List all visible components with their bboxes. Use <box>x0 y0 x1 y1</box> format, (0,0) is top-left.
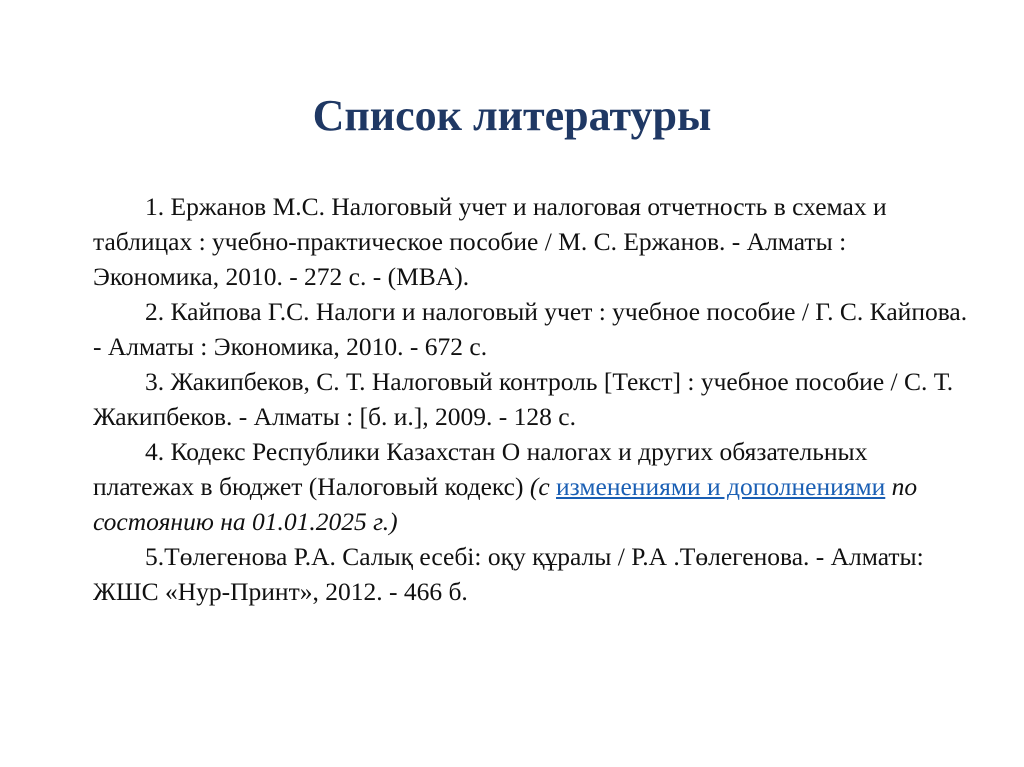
reference-item-4-text: 4. Кодекс Республики Казахстан О налогах и других обязательных платежах в бюджет (Налоговый кодекс) <box>93 437 868 501</box>
reference-item-2: 2. Кайпова Г.С. Налоги и налоговый учет : учебное пособие / Г. С. Кайпова. - Алматы : Экономика, 2010. - 672 с. <box>93 297 968 361</box>
reference-item-3: 3. Жакипбеков, С. Т. Налоговый контроль [Текст] : учебное пособие / С. Т. Жакипбеков. - Алматы : [б. и.], 2009. - 128 с. <box>93 367 954 431</box>
reference-item-5: 5.Төлегенова Р.А. Салық есебі: оқу құралы / Р.А .Төлегенова. - Алматы: ЖШС «Нур-Принт», 2012. - 466 б. <box>93 542 924 606</box>
reference-item-4-italic-open: (с <box>529 472 557 501</box>
reference-list <box>93 189 973 609</box>
reference-item-4 <box>93 434 973 539</box>
slide-title: Список литературы <box>312 91 712 140</box>
reference-item-1: 1. Ержанов М.С. Налоговый учет и налоговая отчетность в схемах и таблицах : учебно-практическое пособие / М. С. Ержанов. - Алматы : Экономика, 2010. - 272 с. - (MBA). <box>93 192 887 291</box>
amendments-link[interactable]: изменениями и дополнениями <box>556 472 886 501</box>
reference-item-4-italic-after: по состоянию на 01.01.2025 г.) <box>93 472 918 536</box>
